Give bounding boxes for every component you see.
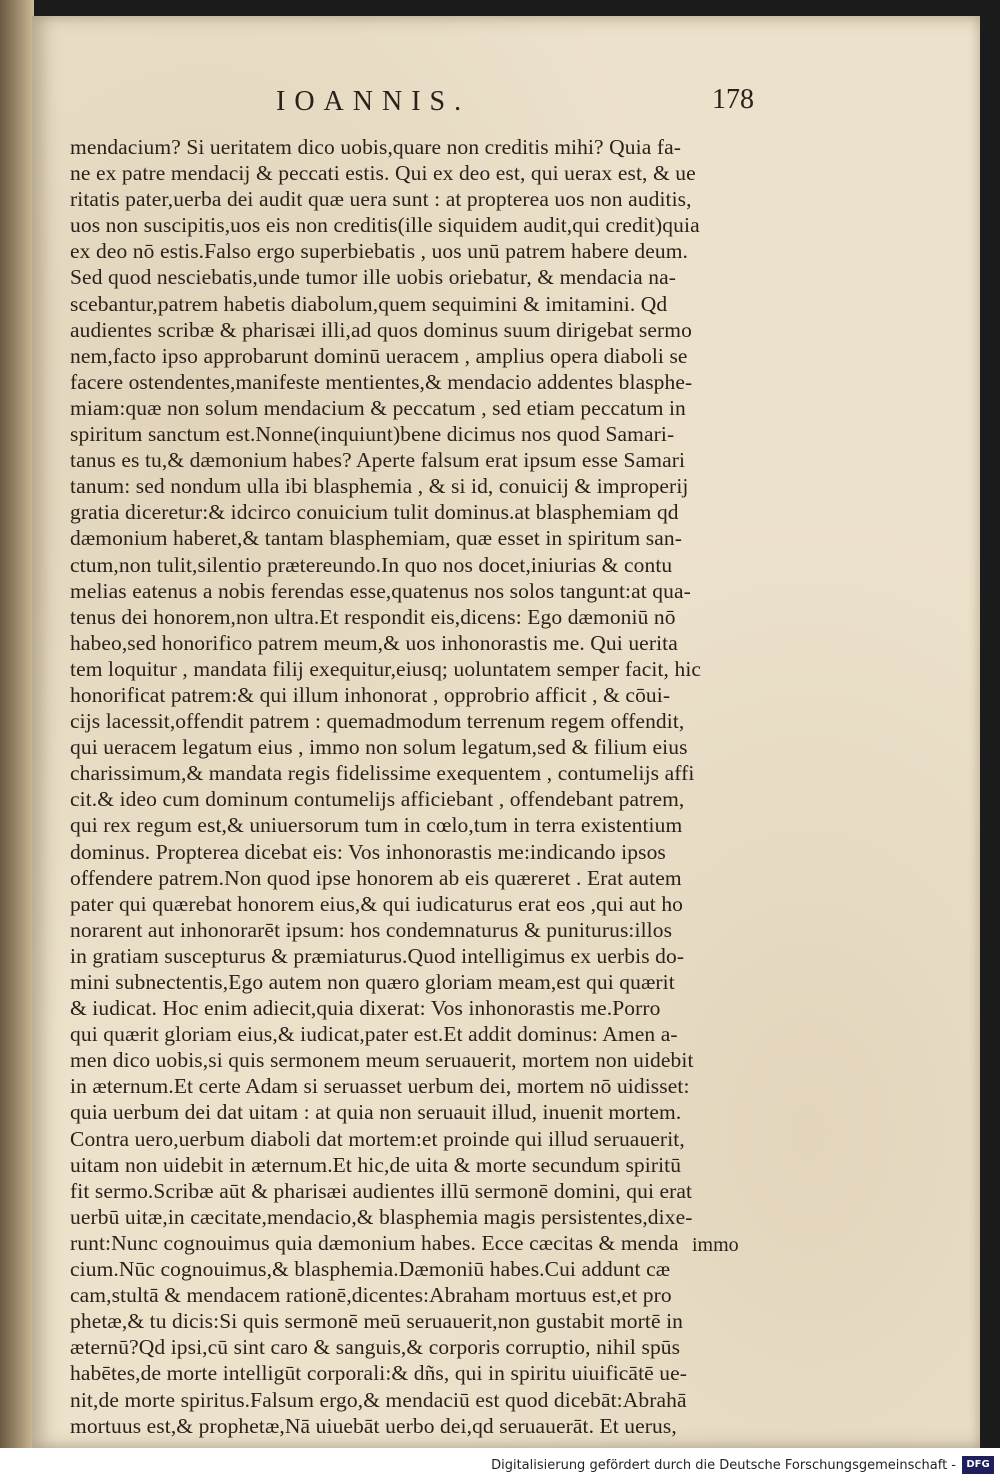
text-line: offendere patrem.Non quod ipse honorem ab eis quæreret . Erat autem	[70, 865, 682, 890]
text-line: mendacium? Si ueritatem dico uobis,quare non creditis mihi? Quia fa-	[70, 135, 682, 159]
text-line: gratia diceretur:& idcirco conuicium tulit dominus.at blasphemiam qd	[70, 500, 679, 525]
dfg-logo-icon: DFG	[962, 1456, 994, 1474]
text-line: æternū?Qd ipsi,cū sint caro & sanguis,& corporis corruptio, nihil spūs	[70, 1335, 681, 1360]
text-line: dæmonium haberet,& tantam blasphemiam, quæ esset in spiritum san-	[70, 526, 682, 551]
text-line: nit,de morte spiritus.Falsum ergo,& mendaciū est quod dicebāt:Abrahā	[70, 1387, 687, 1412]
text-line: runt:Nunc cognouimus quia dæmonium habes. Ecce cæcitas & menda	[70, 1230, 679, 1255]
text-line: habētes,de morte intelligūt corporali:& dñs, qui in spiritu uiuificātē ue-	[70, 1361, 688, 1386]
text-line: ex deo nō estis.Falso ergo superbiebatis , uos unū patrem habere deum.	[70, 239, 689, 264]
text-line: cam,stultā & mendacem rationē,dicentes:Abraham mortuus est,et pro	[70, 1283, 672, 1308]
text-line: facere ostendentes,manifeste mentientes,& mendacio addentes blasphe-	[70, 369, 693, 394]
text-line: ctum,non tulit,silentio prætereundo.In quo nos docet,iniurias & contu	[70, 552, 673, 577]
text-line: Sed quod nesciebatis,unde tumor ille uobis oriebatur, & mendacia na-	[70, 265, 676, 290]
text-line: uitam non uidebit in æternum.Et hic,de uita & morte secundum spiritū	[70, 1152, 682, 1177]
text-line: qui ueracem legatum eius , immo non solum legatum,sed & filium eius	[70, 735, 688, 760]
text-line: melias eatenus a nobis ferendas esse,quatenus nos solos tangunt:at qua-	[70, 578, 691, 603]
text-line: habeo,sed honorifico patrem meum,& uos inhonorastis me. Qui uerita	[70, 630, 678, 655]
text-line: tem loquitur , mandata filij exequitur,eiusq; uoluntatem semper facit, hic	[70, 656, 702, 681]
digitization-footer	[0, 1448, 1000, 1482]
text-line: tanus es tu,& dæmonium habes? Aperte falsum erat ipsum esse Samari	[70, 448, 686, 473]
running-head: IOANNIS.	[276, 86, 471, 117]
text-line: mortuus est,& prophetæ,Nā uiuebāt uerbo dei,qd seruauerāt. Et uerus,	[70, 1413, 677, 1438]
text-line: phetæ,& tu dicis:Si quis sermonē meū seruauerit,non gustabit mortē in	[70, 1309, 683, 1334]
text-line: qui quærit gloriam eius,& iudicat,pater est.Et addit dominus: Amen a-	[70, 1022, 678, 1047]
text-line: in æternum.Et certe Adam si seruasset uerbum dei, mortem nō uidisset:	[70, 1074, 690, 1099]
text-line: uerbū uitæ,in cæcitate,mendacio,& blasphemia magis persistentes,dixe-	[70, 1204, 693, 1229]
text-line: dominus. Propterea dicebat eis: Vos inhonorastis me:indicando ipsos	[70, 839, 666, 864]
body-text	[70, 134, 800, 1438]
text-line: cijs lacessit,offendit patrem : quemadmodum terrenum regem offendit,	[70, 709, 685, 734]
text-line: charissimum,& mandata regis fidelissime exequentem , contumelijs affi	[70, 761, 695, 786]
book-gutter-edge	[0, 0, 34, 1482]
text-line: & iudicat. Hoc enim adiecit,quia dixerat: Vos inhonorastis me.Porro	[70, 996, 661, 1021]
funding-credit: Digitalisierung gefördert durch die Deutsche Forschungsgemeinschaft -	[491, 1458, 956, 1473]
text-line: men dico uobis,si quis sermonem meum seruauerit, mortem non uidebit	[70, 1048, 694, 1073]
text-line: tanum: sed nondum ulla ibi blasphemia , & si id, conuicij & improperij	[70, 474, 689, 499]
text-line: miam:quæ non solum mendacium & peccatum , sed etiam peccatum in	[70, 395, 686, 420]
text-line: audientes scribæ & pharisæi illi,ad quos dominus suum dirigebat sermo	[70, 317, 692, 342]
text-line: spiritum sanctum est.Nonne(inquiunt)bene dicimus nos quod Samari-	[70, 422, 675, 447]
page-number: 178	[712, 84, 754, 115]
text-line: Contra uero,uerbum diaboli dat mortem:et proinde qui illud seruauerit,	[70, 1126, 685, 1151]
text-line: ritatis pater,uerba dei audit quæ uera sunt : at propterea uos non auditis,	[70, 187, 692, 212]
text-line: honorificat patrem:& qui illum inhonorat , opprobrio afficit , & cōui-	[70, 682, 671, 707]
text-line: tenus dei honorem,non ultra.Et respondit eis,dicens: Ego dæmoniū nō	[70, 604, 676, 629]
text-line: fit sermo.Scribæ aūt & pharisæi audientes illū sermonē domini, qui erat	[70, 1178, 693, 1203]
text-line: quia uerbum dei dat uitam : at quia non seruauit illud, inuenit mortem.	[70, 1100, 682, 1125]
text-line: mini subnectentis,Ego autem non quæro gloriam meam,est qui quærit	[70, 970, 675, 994]
text-line: norarent aut inhonorarēt ipsum: hos condemnaturus & puniturus:illos	[70, 917, 673, 942]
book-page	[32, 16, 980, 1448]
text-line: nem,facto ipso approbarunt dominū ueracem , amplius opera diaboli se	[70, 343, 688, 368]
text-line: uos non suscipitis,uos eis non creditis(ille siquidem audit,qui credit)quia	[70, 213, 700, 238]
catchword: immo	[692, 1234, 739, 1256]
text-line: ne ex patre mendacij & peccati estis. Qui ex deo est, qui uerax est, & ue	[70, 161, 696, 186]
text-line: pater qui quærebat honorem eius,& qui iudicaturus erat eos ,qui aut ho	[70, 891, 684, 916]
text-line: in gratiam suscepturus & præmiaturus.Quod intelligimus ex uerbis do-	[70, 943, 685, 968]
text-line: cit.& ideo cum dominum contumelijs afficiebant , offendebant patrem,	[70, 787, 685, 812]
text-line: scebantur,patrem habetis diabolum,quem sequimini & imitamini. Qd	[70, 291, 668, 316]
text-line: cium.Nūc cognouimus,& blasphemia.Dæmoniū habes.Cui addunt cæ	[70, 1257, 671, 1282]
text-line: qui rex regum est,& uniuersorum tum in cœlo,tum in terra existentium	[70, 813, 683, 838]
